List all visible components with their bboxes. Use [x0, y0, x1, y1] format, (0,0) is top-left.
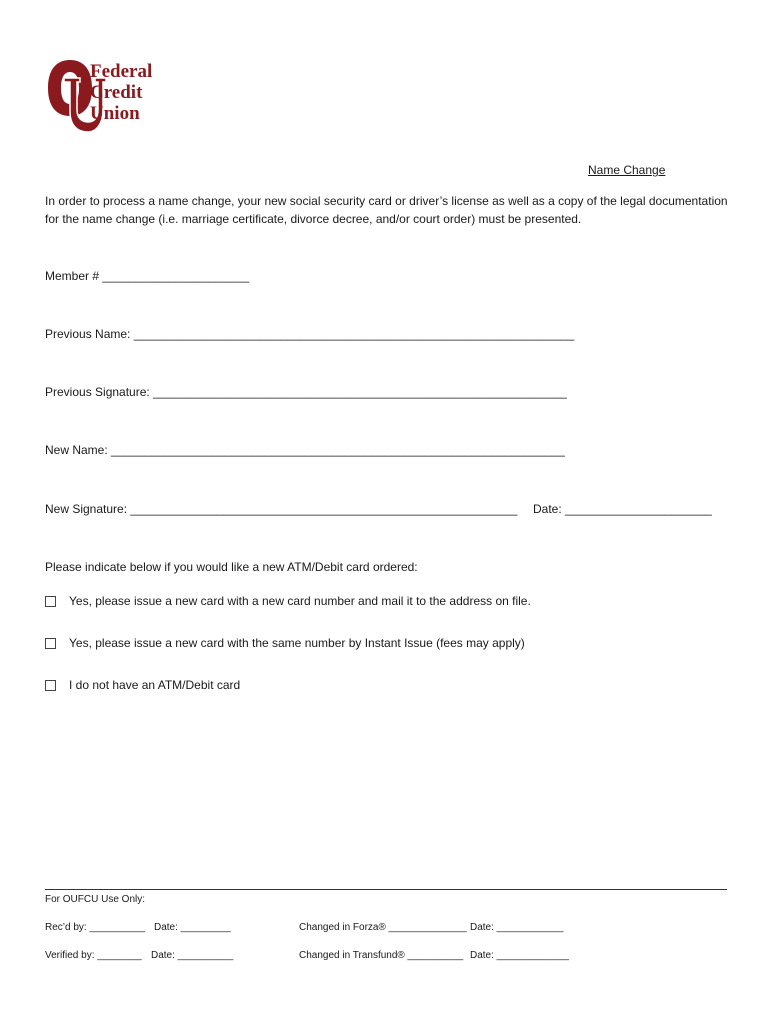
office-use-heading: For OUFCU Use Only: — [45, 894, 146, 905]
credit-union-logo — [46, 58, 176, 134]
previous-name-field[interactable]: Previous Name: __________________________________________________________________ — [45, 327, 575, 341]
member-number-field[interactable]: Member # ______________________ — [45, 269, 250, 283]
signature-date-field[interactable]: Date: ______________________ — [533, 502, 712, 516]
option-no-card[interactable] — [45, 678, 240, 692]
verified-by-field[interactable]: Verified by: ________ — [45, 950, 142, 961]
checkbox-icon[interactable] — [45, 680, 56, 691]
option-instant-issue[interactable] — [45, 636, 525, 650]
recd-by-field[interactable]: Rec’d by: __________ — [45, 922, 146, 933]
option-new-card-number[interactable] — [45, 594, 531, 608]
logo-line-credit: Credit — [90, 82, 143, 103]
form-title: Name Change — [588, 163, 666, 177]
logo-line-federal: Federal — [90, 61, 153, 82]
option-label: Yes, please issue a new card with the same number by Instant Issue (fees may apply) — [69, 636, 525, 650]
option-label: I do not have an ATM/Debit card — [69, 678, 241, 692]
verified-date-field[interactable]: Date: __________ — [151, 950, 234, 961]
forza-date-field[interactable]: Date: ____________ — [470, 922, 564, 933]
changed-forza-field[interactable]: Changed in Forza® ______________ — [299, 922, 467, 933]
new-signature-field[interactable]: New Signature: __________________________________________________________ — [45, 502, 518, 516]
office-use-divider — [45, 889, 727, 890]
checkbox-icon[interactable] — [45, 596, 56, 607]
transfund-date-field[interactable]: Date: _____________ — [470, 950, 569, 961]
previous-signature-field[interactable]: Previous Signature: ______________________________________________________________ — [45, 385, 567, 399]
option-label: Yes, please issue a new card with a new card number and mail it to the address on file. — [69, 594, 531, 608]
recd-date-field[interactable]: Date: _________ — [154, 922, 231, 933]
changed-transfund-field[interactable]: Changed in Transfund® __________ — [299, 950, 464, 961]
new-name-field[interactable]: New Name: ____________________________________________________________________ — [45, 443, 565, 457]
card-prompt: Please indicate below if you would like a new ATM/Debit card ordered: — [45, 560, 418, 574]
logo-line-union: Union — [90, 103, 140, 124]
intro-paragraph: In order to process a name change, your new social security card or driver’s license as well as a copy of the legal documentation for the name change (i.e. marriage certificate, divorce decree, and/or court order) must be presented. — [45, 194, 728, 226]
checkbox-icon[interactable] — [45, 638, 56, 649]
logo-wordmark — [90, 61, 152, 124]
